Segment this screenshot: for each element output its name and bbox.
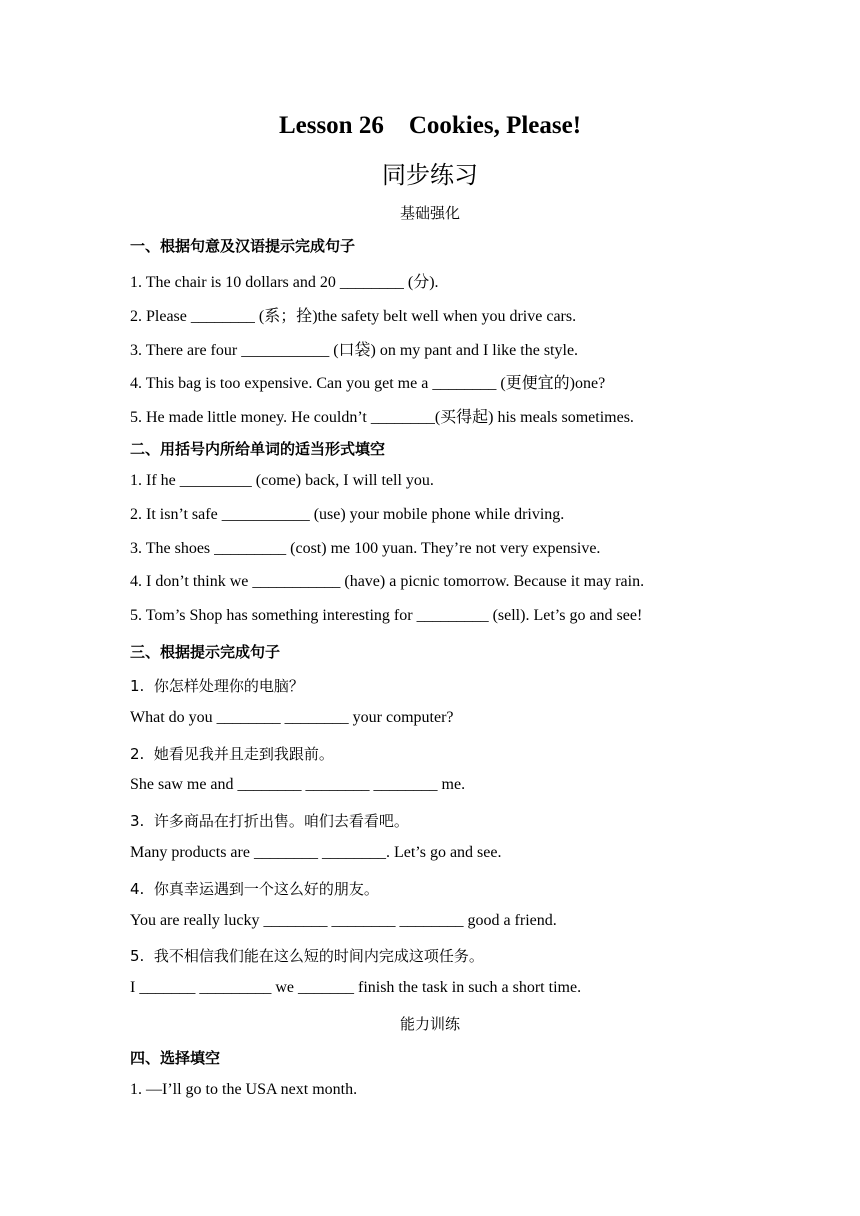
section-3-heading: 三、根据提示完成句子: [130, 643, 281, 661]
section-2-item-5: 5. Tom’s Shop has something interesting for _________ (sell). Let’s go and see!: [130, 607, 643, 624]
section-3-answer-1: What do you ________ ________ your computer?: [130, 709, 454, 726]
section-2-item-1: 1. If he _________ (come) back, I will tell you.: [130, 472, 434, 489]
section-1-item-1: 1. The chair is 10 dollars and 20 ________ (分).: [130, 274, 439, 291]
section-1-item-3: 3. There are four ___________ (口袋) on my pant and I like the style.: [130, 342, 579, 359]
section-1-item-2: 2. Please ________ (系；拴)the safety belt well when you drive cars.: [130, 308, 577, 325]
section-1-heading: 一、根据句意及汉语提示完成句子: [130, 237, 356, 255]
section-3-prompt-5: 5. 我不相信我们能在这么短的时间内完成这项任务。: [130, 947, 484, 965]
section-3-prompt-2: 2. 她看见我并且走到我跟前。: [130, 745, 334, 763]
section-1-item-4: 4. This bag is too expensive. Can you get me a ________ (更便宜的)one?: [130, 375, 606, 392]
section-1-item-5: 5. He made little money. He couldn’t ________(买得起) his meals sometimes.: [130, 409, 634, 426]
section-3-answer-4: You are really lucky ________ ________ ________ good a friend.: [130, 912, 557, 929]
part-heading-ability: 能力训练: [399, 1015, 460, 1033]
section-4-heading: 四、选择填空: [130, 1049, 221, 1067]
section-4-item-1: 1. —I’ll go to the USA next month.: [130, 1081, 358, 1098]
section-3-prompt-1: 1. 你怎样处理你的电脑？: [130, 677, 304, 695]
section-2-item-3: 3. The shoes _________ (cost) me 100 yuan. They’re not very expensive.: [130, 540, 601, 557]
section-3-prompt-4: 4. 你真幸运遇到一个这么好的朋友。: [130, 880, 379, 898]
section-3-answer-5: I _______ _________ we _______ finish the task in such a short time.: [130, 979, 582, 996]
section-3-answer-2: She saw me and ________ ________ ________ me.: [130, 776, 466, 793]
section-2-item-2: 2. It isn’t safe ___________ (use) your mobile phone while driving.: [130, 506, 565, 523]
worksheet-subtitle: 同步练习: [382, 161, 478, 189]
section-2-heading: 二、用括号内所给单词的适当形式填空: [130, 440, 386, 458]
part-heading-basic: 基础强化: [399, 204, 460, 222]
section-3-answer-3: Many products are ________ ________. Let’s go and see.: [130, 844, 502, 861]
lesson-title: Lesson 26 Cookies, Please!: [278, 112, 582, 139]
section-3-prompt-3: 3. 许多商品在打折出售。咱们去看看吧。: [130, 812, 409, 830]
section-2-item-4: 4. I don’t think we ___________ (have) a picnic tomorrow. Because it may rain.: [130, 573, 645, 590]
